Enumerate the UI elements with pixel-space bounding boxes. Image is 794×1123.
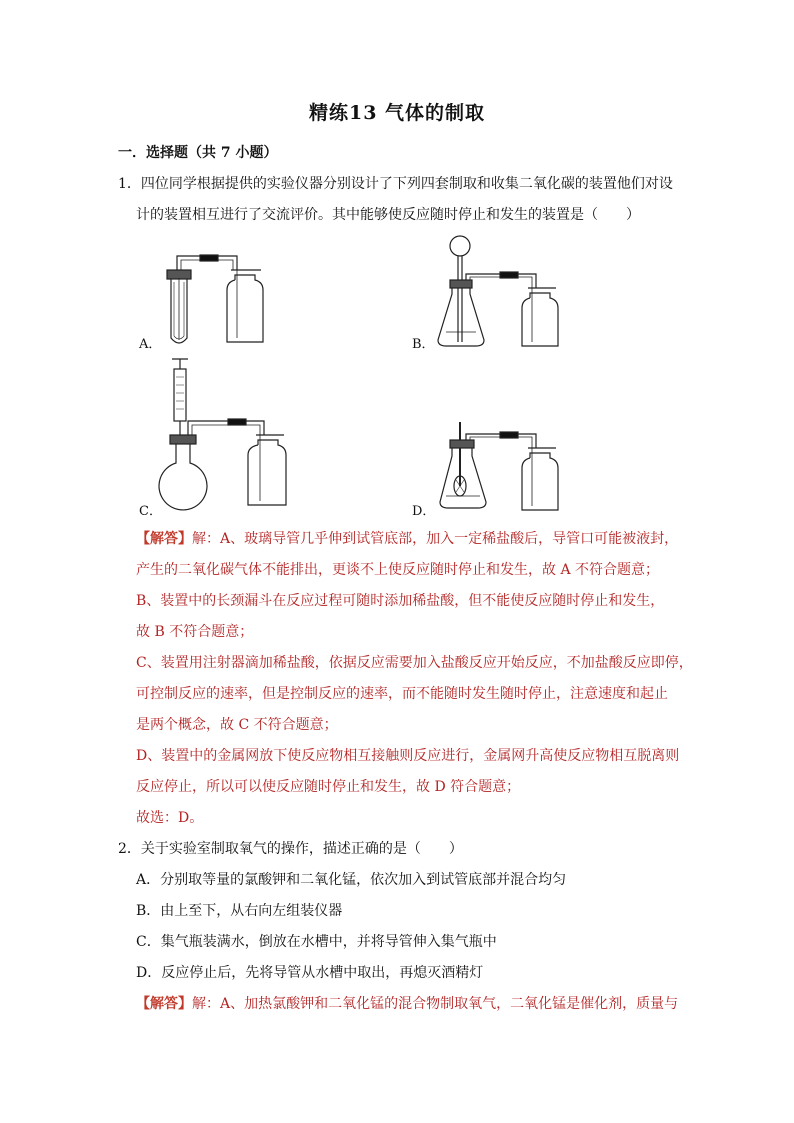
- apparatus-d-diagram: [436, 420, 586, 515]
- q1-stem-line1: 1．四位同学根据提供的实验仪器分别设计了下列四套制取和收集二氧化碳的装置他们对设: [118, 176, 673, 192]
- q1-answer-line9: 反应停止，所以可以使反应随时停止和发生，故 D 符合题意；: [136, 779, 521, 795]
- section-heading: 一．选择题（共 7 小题）: [118, 145, 278, 161]
- q1-answer-text-1: 解：A、玻璃导管几乎伸到试管底部，加入一定稀盐酸后，导管口可能被液封，: [192, 531, 679, 547]
- q1-option-a-label: A．: [139, 337, 162, 352]
- q2-answer-text-1: 解：A、加热氯酸钾和二氧化锰的混合物制取氧气，二氧化锰是催化剂，质量与: [192, 996, 679, 1012]
- q1-answer-line5: C、装置用注射器滴加稀盐酸，依据反应需要加入盐酸反应开始反应，不加盐酸反应即停，: [136, 655, 693, 671]
- page-title: 精练13 气体的制取: [308, 102, 486, 124]
- apparatus-b-diagram: [432, 232, 582, 350]
- q2-option-c: C．集气瓶装满水，倒放在水槽中，并将导管伸入集气瓶中: [136, 934, 497, 950]
- q2-answer-line1: [136, 994, 678, 1014]
- q1-answer-tag: 【解答】: [136, 531, 192, 547]
- q1-stem-line2: 计的装置相互进行了交流评价。其中能够使反应随时停止和发生的装置是（ ）: [136, 207, 640, 223]
- q1-answer-line6: 可控制反应的速率，但是控制反应的速率，而不能随时发生随时停止，注意速度和起止: [136, 686, 668, 702]
- q1-answer-line1: [136, 529, 678, 549]
- q1-answer-line7: 是两个概念，故 C 不符合题意；: [136, 717, 338, 733]
- q2-option-b: B．由上至下，从右向左组装仪器: [136, 903, 343, 919]
- q1-answer-line10: 故选：D。: [136, 810, 204, 826]
- q1-option-d-label: D．: [412, 504, 436, 519]
- q2-answer-tag: 【解答】: [136, 996, 192, 1012]
- q2-option-d: D．反应停止后，先将导管从水槽中取出，再熄灭酒精灯: [136, 965, 484, 981]
- q1-option-c-label: C．: [139, 504, 162, 519]
- q1-option-b-label: B．: [412, 337, 435, 352]
- q1-answer-line8: D、装置中的金属网放下使反应物相互接触则反应进行，金属网升高使反应物相互脱离则: [136, 748, 680, 764]
- apparatus-c-diagram: [158, 355, 298, 515]
- q2-stem: 2．关于实验室制取氧气的操作，描述正确的是（ ）: [118, 841, 463, 857]
- q1-answer-line4: 故 B 不符合题意；: [136, 624, 254, 640]
- q1-answer-line3: B、装置中的长颈漏斗在反应过程可随时添加稀盐酸，但不能使反应随时停止和发生，: [136, 593, 665, 609]
- q1-answer-line2: 产生的二氧化碳气体不能排出，更谈不上使反应随时停止和发生，故 A 不符合题意；: [136, 562, 660, 578]
- q2-option-a: A．分别取等量的氯酸钾和二氧化锰，依次加入到试管底部并混合均匀: [136, 872, 567, 888]
- apparatus-a-diagram: [155, 250, 275, 350]
